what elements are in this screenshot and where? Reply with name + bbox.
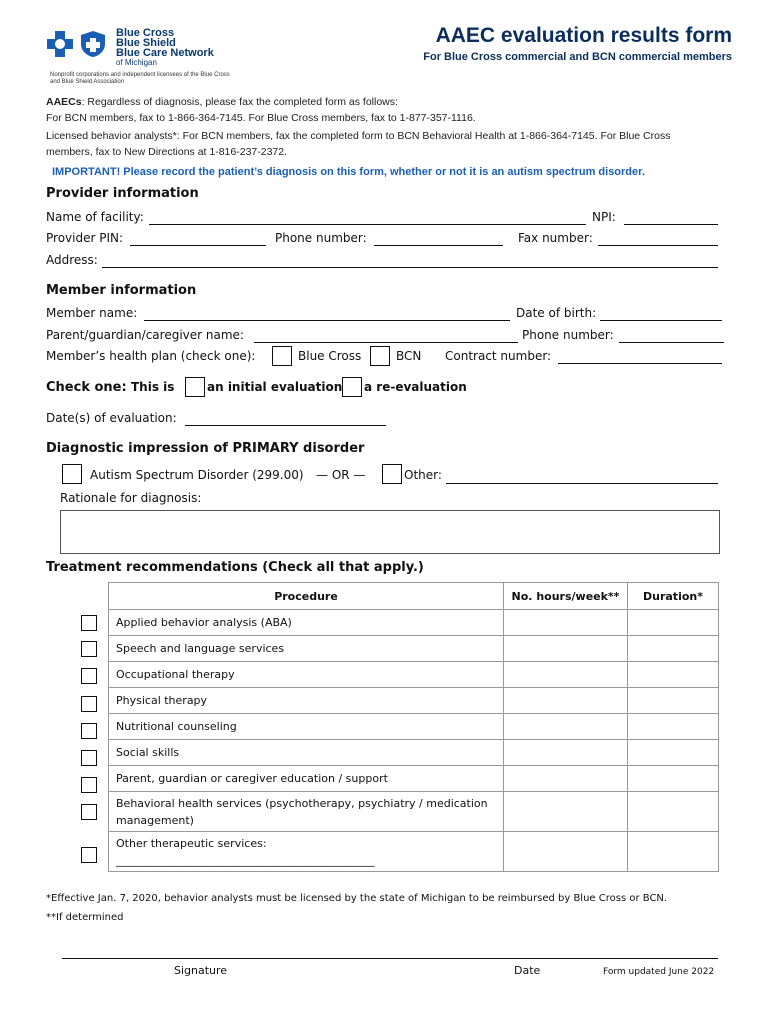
blue-cross-checkbox[interactable]: [272, 346, 292, 366]
table-row: [109, 610, 719, 636]
signature-label: Signature: [174, 964, 228, 977]
page-title: AAEC evaluation results form: [435, 24, 732, 47]
provider-phone-label: Phone number:: [275, 231, 367, 245]
hours-cell[interactable]: [504, 832, 628, 872]
or-separator: — OR —: [316, 468, 366, 482]
contract-label: Contract number:: [445, 349, 552, 363]
rationale-input[interactable]: [60, 510, 720, 554]
procedure-cell: Speech and language services: [109, 636, 504, 662]
procedure-cell: Parent, guardian or caregiver education / support: [109, 766, 504, 792]
other-diagnosis-checkbox[interactable]: [382, 464, 402, 484]
occupational-checkbox[interactable]: [81, 668, 97, 684]
bcn-label: BCN: [396, 349, 422, 363]
evaluation-dates-field[interactable]: [185, 425, 386, 426]
procedure-cell: Social skills: [109, 740, 504, 766]
behavioral-health-checkbox[interactable]: [81, 804, 97, 820]
treatment-header-row: [109, 583, 719, 610]
dob-label: Date of birth:: [516, 306, 597, 320]
table-row: [109, 766, 719, 792]
date-label: Date: [514, 964, 541, 977]
footnote-if-determined: **If determined: [46, 912, 124, 923]
duration-cell[interactable]: [628, 714, 719, 740]
fax-label: Fax number:: [518, 231, 593, 245]
hours-cell[interactable]: [504, 688, 628, 714]
check-one-label: Check one:: [46, 380, 127, 395]
procedure-cell: Occupational therapy: [109, 662, 504, 688]
duration-cell[interactable]: [628, 662, 719, 688]
other-services-checkbox[interactable]: [81, 847, 97, 863]
hours-cell[interactable]: [504, 792, 628, 832]
intro-analysts-1: Licensed behavior analysts*: For BCN members, fax the completed form to BCN Behavioral Health at 1-866-364-7145. For Blue Cross: [46, 130, 671, 142]
other-services-field[interactable]: _______________________________________________: [116, 853, 375, 867]
social-skills-checkbox[interactable]: [81, 750, 97, 766]
intro-aaecs-fax: For BCN members, fax to 1-866-364-7145. For Blue Cross members, fax to 1-877-357-1116.: [46, 112, 476, 124]
table-row: [109, 636, 719, 662]
procedure-cell: Behavioral health services (psychotherapy, psychiatry / medication management): [109, 792, 504, 832]
intro-analysts-2: members, fax to New Directions at 1-816-237-2372.: [46, 146, 288, 158]
address-field[interactable]: [102, 267, 718, 268]
rationale-label: Rationale for diagnosis:: [60, 491, 202, 505]
npi-label: NPI:: [592, 210, 616, 224]
initial-evaluation-label: an initial evaluation: [207, 380, 343, 394]
pin-label: Provider PIN:: [46, 231, 124, 245]
pin-field[interactable]: [130, 245, 266, 246]
hours-cell[interactable]: [504, 714, 628, 740]
facility-field[interactable]: [149, 224, 586, 225]
logo-disclaimer: Nonprofit corporations and independent licensees of the Blue Cross and Blue Shield Association: [50, 72, 230, 85]
aba-checkbox[interactable]: [81, 615, 97, 631]
duration-cell[interactable]: [628, 636, 719, 662]
hours-cell[interactable]: [504, 766, 628, 792]
form-updated: Form updated June 2022: [603, 967, 715, 977]
diagnosis-heading: Diagnostic impression of PRIMARY disorder: [46, 441, 365, 456]
duration-cell[interactable]: [628, 610, 719, 636]
autism-checkbox[interactable]: [62, 464, 82, 484]
address-label: Address:: [46, 253, 98, 267]
brand-name: Blue Cross Blue Shield Blue Care Network of Michigan: [116, 27, 214, 67]
npi-field[interactable]: [624, 224, 718, 225]
table-row: [109, 832, 719, 872]
table-row: [109, 792, 719, 832]
other-diagnosis-label: Other:: [404, 468, 442, 482]
procedure-cell: [109, 832, 504, 872]
re-evaluation-label: a re-evaluation: [364, 380, 467, 394]
provider-heading: Provider information: [46, 186, 199, 201]
table-row: [109, 714, 719, 740]
health-plan-label: Member’s health plan (check one):: [46, 349, 256, 363]
this-is-label: This is: [131, 380, 175, 394]
member-heading: Member information: [46, 283, 197, 298]
parent-education-checkbox[interactable]: [81, 777, 97, 793]
fax-field[interactable]: [598, 245, 718, 246]
parent-name-field[interactable]: [254, 342, 518, 343]
table-row: [109, 740, 719, 766]
contract-field[interactable]: [558, 363, 722, 364]
procedure-cell: Nutritional counseling: [109, 714, 504, 740]
treatment-table: [108, 582, 719, 872]
signature-line[interactable]: [62, 958, 718, 959]
member-name-label: Member name:: [46, 306, 138, 320]
procedure-cell: Applied behavior analysis (ABA): [109, 610, 504, 636]
nutritional-checkbox[interactable]: [81, 723, 97, 739]
hours-cell[interactable]: [504, 610, 628, 636]
hours-header: No. hours/week**: [504, 583, 628, 610]
hours-cell[interactable]: [504, 740, 628, 766]
table-row: [109, 688, 719, 714]
parent-name-label: Parent/guardian/caregiver name:: [46, 328, 244, 342]
duration-cell[interactable]: [628, 688, 719, 714]
duration-cell[interactable]: [628, 740, 719, 766]
member-phone-field[interactable]: [619, 342, 724, 343]
treatment-heading: Treatment recommendations (Check all that apply.): [46, 560, 424, 575]
facility-label: Name of facility:: [46, 210, 144, 224]
speech-checkbox[interactable]: [81, 641, 97, 657]
important-note: IMPORTANT! Please record the patient’s diagnosis on this form, whether or not it is an autism spectrum disorder.: [52, 166, 645, 178]
member-phone-label: Phone number:: [522, 328, 614, 342]
duration-cell[interactable]: [628, 832, 719, 872]
re-evaluation-checkbox[interactable]: [342, 377, 362, 397]
autism-label: Autism Spectrum Disorder (299.00): [90, 468, 304, 482]
page-subtitle: For Blue Cross commercial and BCN commercial members: [423, 51, 732, 63]
blue-cross-label: Blue Cross: [298, 349, 362, 363]
physical-checkbox[interactable]: [81, 696, 97, 712]
other-services-label: Other therapeutic services:: [116, 836, 267, 850]
other-diagnosis-field[interactable]: [446, 483, 718, 484]
intro-aaecs: AAECs: Regardless of diagnosis, please fax the completed form as follows:: [46, 96, 398, 108]
evaluation-dates-label: Date(s) of evaluation:: [46, 411, 177, 425]
dob-field[interactable]: [600, 320, 722, 321]
hours-cell[interactable]: [504, 662, 628, 688]
table-row: [109, 662, 719, 688]
duration-cell[interactable]: [628, 766, 719, 792]
provider-phone-field[interactable]: [374, 245, 503, 246]
shield-logo-icon: [79, 30, 107, 58]
footnote-licensing: *Effective Jan. 7, 2020, behavior analysts must be licensed by the state of Michigan to be reimbursed by Blue Cross or BCN.: [46, 893, 668, 904]
duration-header: Duration*: [628, 583, 719, 610]
bcn-checkbox[interactable]: [370, 346, 390, 366]
procedure-header: Procedure: [109, 583, 504, 610]
duration-cell[interactable]: [628, 792, 719, 832]
member-name-field[interactable]: [144, 320, 510, 321]
cross-logo-icon: [46, 30, 74, 58]
hours-cell[interactable]: [504, 636, 628, 662]
procedure-cell: Physical therapy: [109, 688, 504, 714]
initial-evaluation-checkbox[interactable]: [185, 377, 205, 397]
